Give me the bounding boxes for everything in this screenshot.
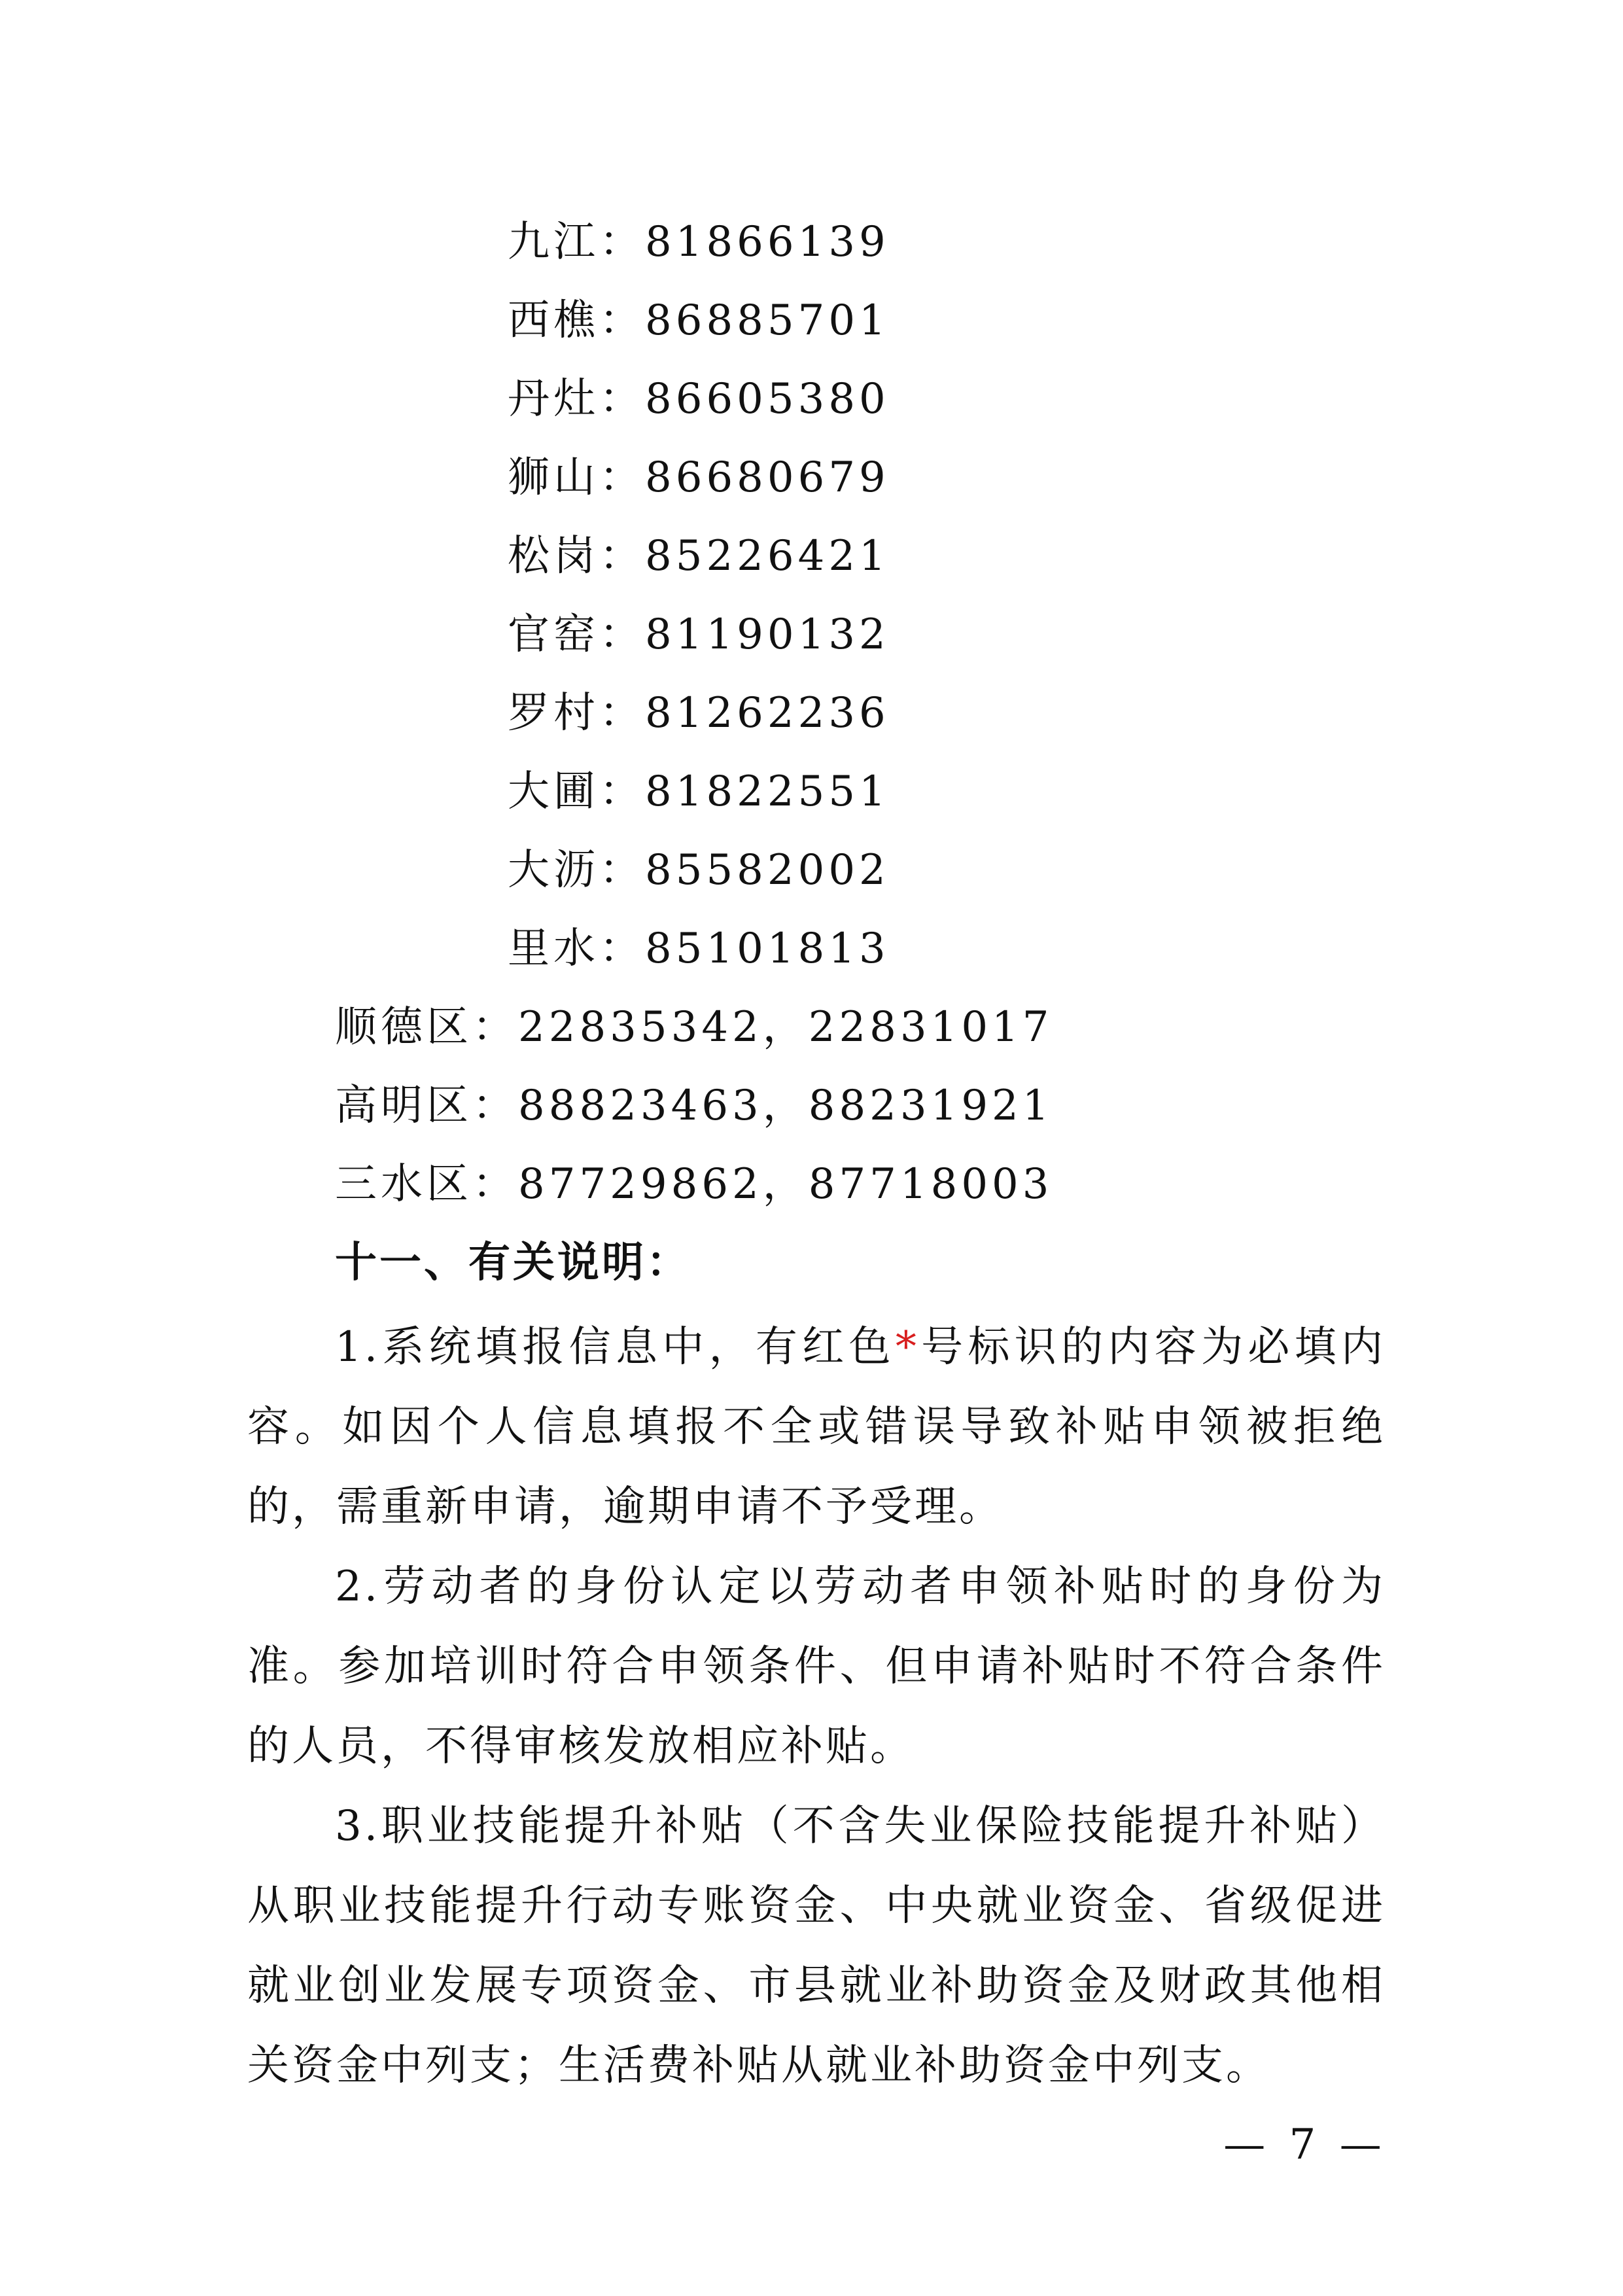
contact-phone: 85101813: [645, 925, 890, 973]
contact-name: 大沥: [508, 846, 599, 894]
contact-line-guanyao: [508, 609, 890, 661]
contact-line-dali: [508, 844, 890, 896]
section-heading: 十一、有关说明：: [335, 1239, 691, 1287]
contact-separator: ：: [599, 768, 645, 816]
contact-line-dapu: [508, 766, 890, 818]
district-name: 三水区: [335, 1160, 472, 1209]
contact-line-danzao: [508, 373, 890, 425]
contact-name: 丹灶: [508, 375, 599, 423]
contact-name: 九江: [508, 218, 599, 266]
district-separator: ：: [472, 1082, 518, 1130]
district-name: 高明区: [335, 1082, 472, 1130]
contact-name: 西樵: [508, 296, 599, 345]
contact-name: 狮山: [508, 453, 599, 502]
contact-phone: 86605380: [645, 375, 890, 423]
contact-line-lishui: [508, 923, 890, 975]
contact-phone: 81822551: [645, 768, 890, 816]
contact-separator: ：: [599, 610, 645, 659]
contact-phone: 81866139: [645, 218, 890, 266]
district-name: 顺德区: [335, 1003, 472, 1051]
note1-text-after: 号标识的内容为必填内容。如因个人信息填报不全或错误导致补贴申领被拒绝的，需重新申请，逾期申请不予受理。: [247, 1323, 1386, 1531]
contact-line-luocun: [508, 687, 890, 739]
contact-name: 罗村: [508, 689, 599, 737]
district-separator: ：: [472, 1160, 518, 1209]
contact-separator: ：: [599, 375, 645, 423]
district-line-shunde: [335, 1001, 1053, 1053]
contact-separator: ：: [599, 453, 645, 502]
contact-separator: ：: [599, 689, 645, 737]
contact-name: 大圃: [508, 768, 599, 816]
contact-name: 里水: [508, 925, 599, 973]
contact-separator: ：: [599, 532, 645, 580]
note1-text-before: 1.系统填报信息中，有红色: [335, 1323, 896, 1371]
note-paragraph-1: [247, 1307, 1386, 1547]
note-paragraph-2: 2.劳动者的身份认定以劳动者申领补贴时的身份为准。参加培训时符合申领条件、但申请补贴时不符合条件的人员，不得审核发放相应补贴。: [247, 1563, 1386, 1771]
contact-separator: ：: [599, 218, 645, 266]
district-phone: 87729862，87718003: [518, 1160, 1053, 1209]
contact-separator: ：: [599, 925, 645, 973]
contact-line-songgang: [508, 530, 890, 582]
note-paragraph-3: 3.职业技能提升补贴（不含失业保险技能提升补贴）从职业技能提升行动专账资金、中央就业资金、省级促进就业创业发展专项资金、市县就业补助资金及财政其他相关资金中列支；生活费补贴从就业补助资金中列支。: [247, 1802, 1386, 2090]
district-line-gaoming: [335, 1080, 1053, 1132]
district-phone: 88823463，88231921: [518, 1082, 1053, 1130]
contact-phone: 85582002: [645, 846, 890, 894]
contact-separator: ：: [599, 296, 645, 345]
contact-line-xiqiao: [508, 294, 890, 347]
district-phone: 22835342，22831017: [518, 1003, 1053, 1051]
contact-name: 松岗: [508, 532, 599, 580]
contact-phone: 81190132: [645, 610, 890, 659]
contact-name: 官窑: [508, 610, 599, 659]
page-number: — 7 —: [1223, 2121, 1387, 2169]
district-separator: ：: [472, 1003, 518, 1051]
contact-line-shishan: [508, 451, 890, 504]
contact-separator: ：: [599, 846, 645, 894]
contact-line-jiujiang: [508, 216, 890, 268]
contact-phone: 86680679: [645, 453, 890, 502]
contact-phone: 81262236: [645, 689, 890, 737]
contact-phone: 86885701: [645, 296, 890, 345]
district-line-sanshui: [335, 1158, 1053, 1210]
contact-phone: 85226421: [645, 532, 890, 580]
required-star-icon: *: [895, 1323, 919, 1371]
